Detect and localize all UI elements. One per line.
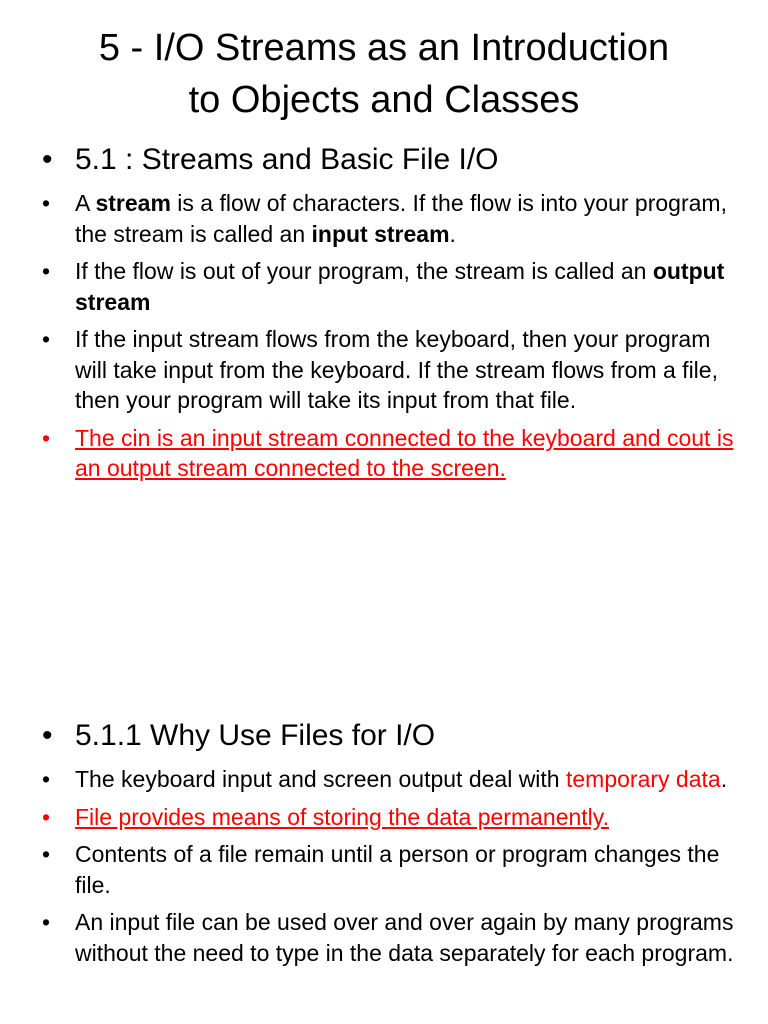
bullet-icon: • <box>42 803 51 830</box>
bullet-icon: • <box>42 258 51 284</box>
bullet-icon: • <box>42 424 51 451</box>
bullet-icon: • <box>42 841 51 867</box>
section-heading-streams: • 5.1 : Streams and Basic File I/O <box>42 143 499 176</box>
list-item-stream-definition: • A stream is a flow of characters. If the flow is into your program, the stream is called an input stream. <box>42 190 727 247</box>
bullet-icon: • <box>42 326 51 352</box>
bullet-icon: • <box>42 719 53 752</box>
bullet-icon: • <box>42 143 53 176</box>
slide-title-line-1: 5 - I/O Streams as an Introduction <box>98 27 670 69</box>
bullet-icon: • <box>42 190 51 216</box>
slide-title <box>0 22 768 126</box>
section-heading-why-files: • 5.1.1 Why Use Files for I/O <box>42 719 436 752</box>
list-item-input-source: • If the input stream flows from the keyboard, then your program will take input from the keyboard. If the stream flows from a file, then your program will take its input from that file. <box>42 326 718 413</box>
list-item-reuse-input-file: • An input file can be used over and over again by many programs without the need to type in the data separately for each program. <box>42 909 734 966</box>
bullet-icon: • <box>42 909 51 935</box>
list-item-output-stream: • If the flow is out of your program, the stream is called an output stream <box>42 258 725 315</box>
list-item-temporary-data: • The keyboard input and screen output deal with temporary data. <box>0 764 768 795</box>
section-why-files <box>0 718 768 968</box>
slide-title-line-2: to Objects and Classes <box>188 79 580 121</box>
list-item-file-contents: • Contents of a file remain until a person or program changes the file. <box>42 841 720 898</box>
list-item-cin-cout: • The cin is an input stream connected to the keyboard and cout is an output stream connected to the screen. <box>42 424 734 481</box>
bullet-icon: • <box>42 766 51 792</box>
list-item-permanent-storage: • File provides means of storing the data permanently. <box>0 802 768 833</box>
section-streams <box>0 142 768 484</box>
